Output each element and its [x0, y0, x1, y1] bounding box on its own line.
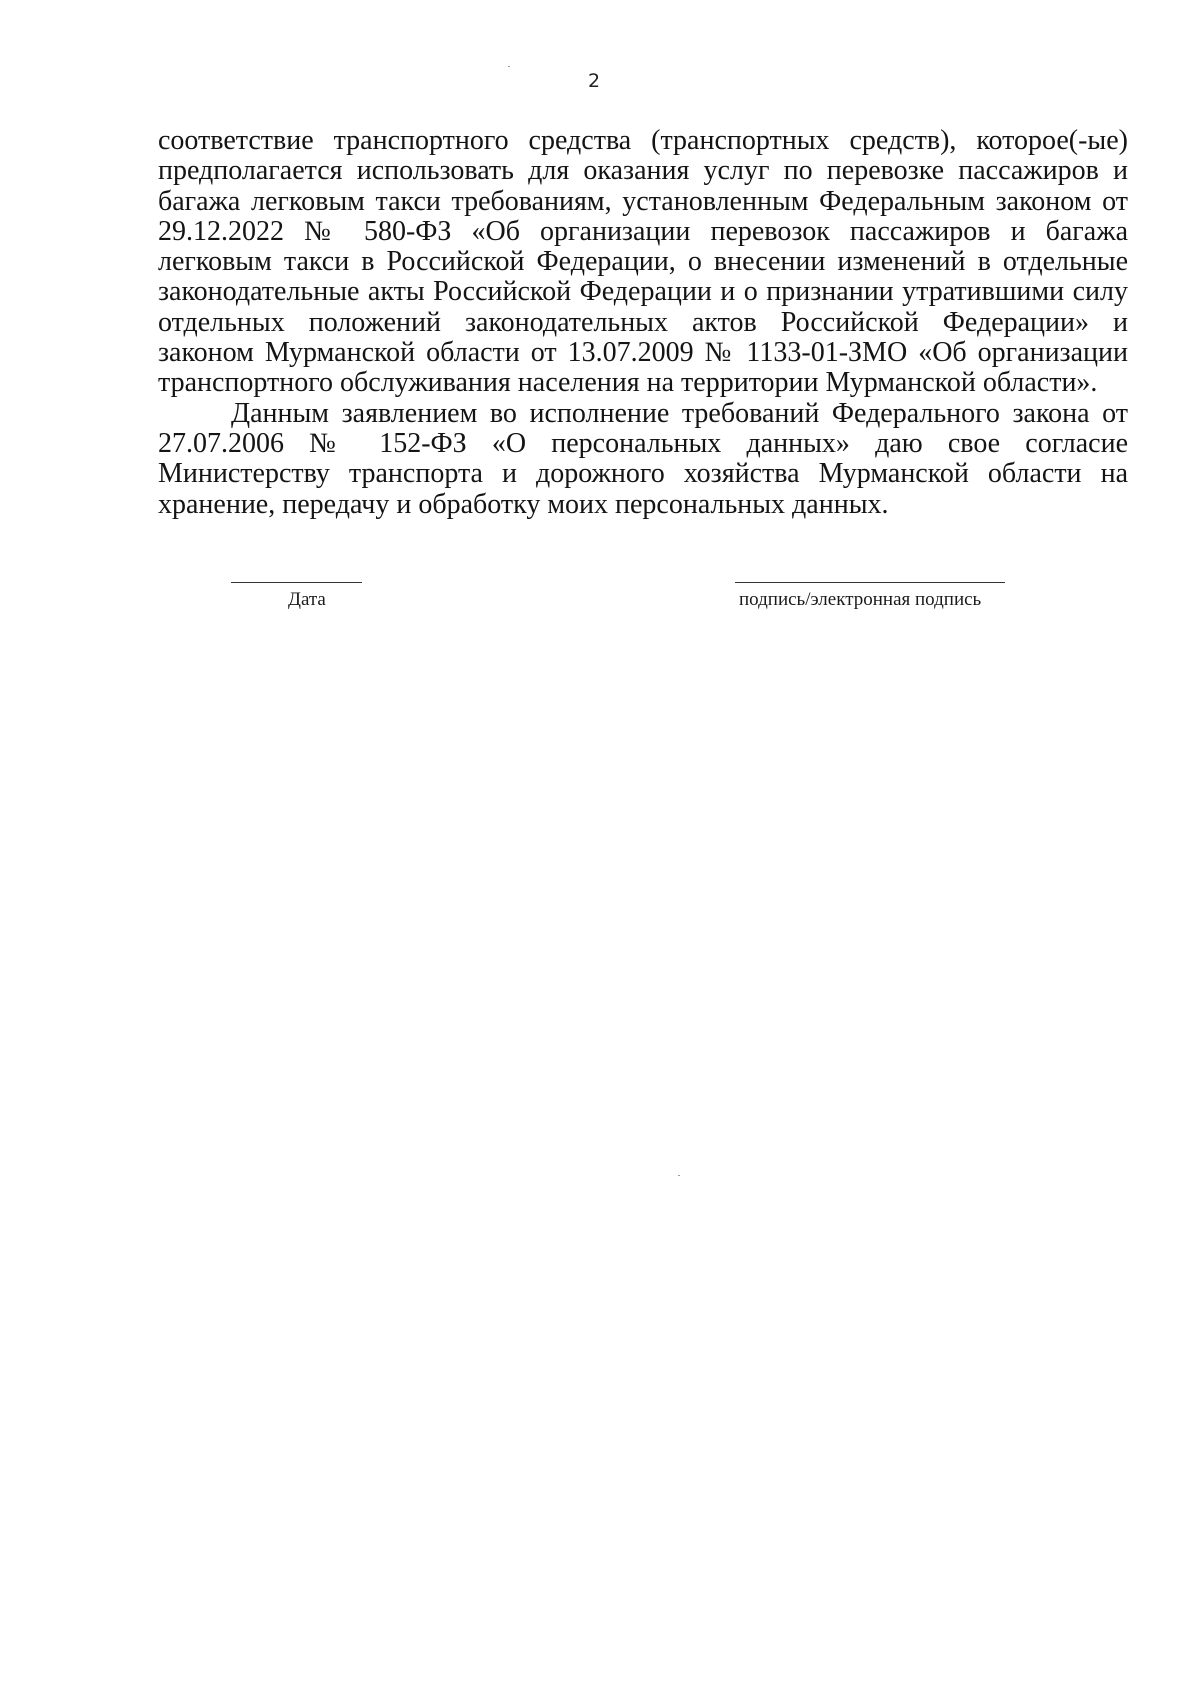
scan-speck — [508, 66, 510, 67]
page-number: 2 — [587, 70, 601, 92]
signature-line — [735, 582, 1005, 583]
date-caption: Дата — [288, 589, 326, 610]
signature-block — [0, 578, 1200, 628]
document-body — [158, 126, 1128, 520]
paragraph-personal-data-consent: Данным заявлением во исполнение требований Федерального закона от 27.07.2006 № 152-ФЗ «О персональных данных» даю свое согласие Министерству транспорта и дорожного хозяйства Мурманской области на хранение, передачу и обработку моих персональных данных. — [158, 397, 1128, 520]
paragraph-vehicle-compliance: соответствие транспортного средства (транспортных средств), которое(-ые) предполагается использовать для оказания услуг по перевозке пассажиров и багажа легковым такси требованиям, установленным Федеральным законом от 29.12.2022 № 580-ФЗ «Об организации перевозок пассажиров и багажа легковым такси в Российской Федерации, о внесении изменений в отдельные законодательные акты Российской Федерации и о признании утратившими силу отдельных положений законодательных актов Российской Федерации» и законом Мурманской области от 13.07.2009 № 1133-01-ЗМО «Об организации транспортного обслуживания населения на территории Мурманской области». — [158, 125, 1128, 399]
date-line — [231, 582, 362, 583]
scan-speck — [678, 1175, 680, 1176]
signature-caption: подпись/электронная подпись — [739, 589, 982, 610]
